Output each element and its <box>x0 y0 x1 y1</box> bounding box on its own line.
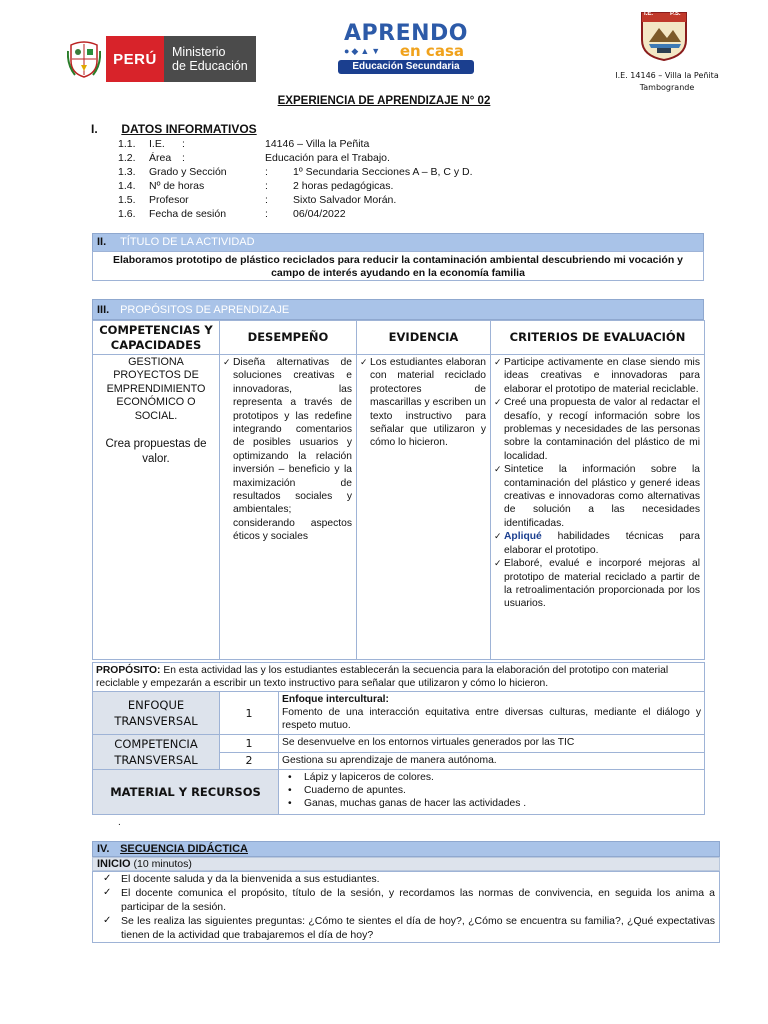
material-label: MATERIAL Y RECURSOS <box>93 770 279 815</box>
inicio-list <box>92 871 720 943</box>
competencia-t-number: 1 <box>220 735 279 753</box>
list-item: ✓ Se les realiza las siguientes preguntas: ¿Cómo te sientes el día de hoy?, ¿Cómo se encuentra su familia?, ¿Qué expectativas tienen de la actividad que trabajaremos el día de hoy? <box>97 914 715 942</box>
school-caption <box>592 70 742 94</box>
table-row <box>93 735 705 753</box>
info-label: Área <box>149 152 172 164</box>
section-3-heading <box>92 299 704 320</box>
inicio-time: (10 minutos) <box>130 858 192 870</box>
info-value: 2 horas pedagógicas. <box>293 180 394 192</box>
info-colon: : <box>265 180 268 192</box>
info-value: Sixto Salvador Morán. <box>293 194 397 206</box>
list-item: ✓ El docente comunica el propósito, título de la sesión, y recordamos las normas de convivencia, en seguida los anima a participar de la sesión. <box>97 886 715 914</box>
purpose-details-table <box>92 662 705 815</box>
section-1-heading <box>91 122 257 136</box>
list-item: ✓ El docente saluda y da la bienvenida a sus estudiantes. <box>97 872 715 886</box>
info-label: I.E. <box>149 138 165 150</box>
info-number: 1.3. <box>118 166 136 178</box>
info-colon: : <box>182 152 185 164</box>
section-1-title: DATOS INFORMATIVOS <box>121 122 257 136</box>
info-value: 1º Secundaria Secciones A – B, C y D. <box>293 166 473 178</box>
criterio-lead: Apliqué <box>504 531 542 543</box>
table-header-row <box>93 321 705 355</box>
info-number: 1.1. <box>118 138 136 150</box>
peru-label: PERÚ <box>106 36 164 82</box>
aprendo-title: APRENDO <box>344 21 468 46</box>
inicio-bar <box>92 857 720 871</box>
criterio-item <box>494 396 700 463</box>
info-number: 1.5. <box>118 194 136 206</box>
enfoque-title: Enfoque intercultural: <box>282 694 389 705</box>
competencia-transversal-label: COMPETENCIA TRANSVERSAL <box>93 735 220 770</box>
column-header-competencias: COMPETENCIAS Y CAPACIDADES <box>93 321 220 355</box>
purposes-table <box>92 320 705 660</box>
criterio-text: Sintetice la información sobre la contaminación del plástico y generé ideas creativas e innovadoras como alternativas de solución a las necesidades identificadas. <box>504 464 700 529</box>
info-number: 1.2. <box>118 152 136 164</box>
section-3-title: PROPÓSITOS DE APRENDIZAJE <box>120 304 290 316</box>
info-colon: : <box>182 138 185 150</box>
stray-dot: . <box>118 817 121 828</box>
competencia-t-text: Se desenvuelve en los entornos virtuales generados por las TIC <box>279 735 705 753</box>
school-caption-line-2: Tambogrande <box>639 83 695 92</box>
ministry-line-1: Ministerio <box>172 45 226 59</box>
section-4-title: SECUENCIA DIDÁCTICA <box>120 843 248 855</box>
criterio-item <box>494 557 700 611</box>
ministry-line-2: de Educación <box>172 59 248 73</box>
document-title: EXPERIENCIA DE APRENDIZAJE N° 02 <box>277 95 491 107</box>
info-label: Fecha de sesión <box>149 208 227 220</box>
material-item: • Cuaderno de apuntes. <box>288 784 701 797</box>
info-colon: : <box>265 194 268 206</box>
info-number: 1.4. <box>118 180 136 192</box>
section-2-heading <box>92 233 704 252</box>
aprendo-subtitle: en casa <box>399 42 464 60</box>
section-4-number: IV. <box>97 843 110 855</box>
peru-coat-of-arms-icon <box>62 36 106 82</box>
school-caption-line-1: I.E. 14146 – Villa la Peñita <box>615 71 719 80</box>
section-2-number: II. <box>97 236 107 248</box>
minedu-logo <box>62 36 256 82</box>
criterio-text: habilidades técnicas para elaborar el prototipo. <box>504 531 700 556</box>
column-header-criterios: CRITERIOS DE EVALUACIÓN <box>491 321 705 355</box>
section-2-title: TÍTULO DE LA ACTIVIDAD <box>120 236 255 248</box>
table-row <box>93 663 705 692</box>
proposito-text: En esta actividad las y los estudiantes establecerán la secuencia para la elaboración del prototipo con material reciclable y empezarán a escribir un texto instructivo para señalar que utilizaron y cómo lo hicieron. <box>96 665 669 689</box>
material-cell <box>279 770 705 815</box>
section-4-heading <box>92 841 720 857</box>
school-crest-icon <box>639 10 689 62</box>
enfoque-number: 1 <box>220 692 279 735</box>
section-3-number: III. <box>97 304 110 316</box>
info-value: 14146 – Villa la Peñita <box>265 138 370 150</box>
desempeno-cell <box>220 355 357 660</box>
enfoque-cell <box>279 692 705 735</box>
crest-label-ps: P.S. <box>670 11 681 17</box>
inicio-label: INICIO <box>97 858 131 870</box>
criterio-item <box>494 356 700 396</box>
criterio-text: Creé una propuesta de valor al redactar el desafío, y recogí información sobre los problemas y necesidades de las personas sobre la contaminación del plástico de mi localidad. <box>504 397 700 462</box>
table-row <box>93 692 705 735</box>
enfoque-text: Fomento de una interacción equitativa entre diversas culturas, mediante el diálogo y respeto mutuo. <box>282 707 702 731</box>
info-number: 1.6. <box>118 208 136 220</box>
criterio-text: Elaboré, evalué e incorporé mejoras al prototipo de material reciclado a partir de la retroalimentación proporcionada por los usuarios. <box>504 558 700 610</box>
ministry-name <box>164 36 256 82</box>
aprendo-level-bar: Educación Secundaria <box>338 60 474 74</box>
activity-title: Elaboramos prototipo de plástico reciclados para reducir la contaminación ambiental descubriendo mi vocación y campo de interés ayudando en la economía familia <box>92 251 704 281</box>
table-row <box>93 355 705 660</box>
info-label: Profesor <box>149 194 189 206</box>
criterio-item <box>494 463 700 530</box>
info-colon: : <box>265 208 268 220</box>
evidencia-text: ✓ Los estudiantes elaboran con material reciclado protectores de mascarillas y escriben un texto instructivo para señalar que utilizaron y cómo lo hicieron. <box>360 356 486 450</box>
aprendo-en-casa-logo <box>338 21 474 76</box>
info-value: 06/04/2022 <box>293 208 346 220</box>
material-item: • Ganas, muchas ganas de hacer las actividades . <box>288 797 701 810</box>
table-row <box>93 770 705 815</box>
aprendo-decorative-icons: ●◆▲▼ <box>344 46 383 56</box>
proposito-cell <box>93 663 705 692</box>
competencia-t-text: Gestiona su aprendizaje de manera autónoma. <box>279 752 705 770</box>
material-item: • Lápiz y lapiceros de colores. <box>288 771 701 784</box>
info-label: Nº de horas <box>149 180 205 192</box>
desempeno-text: ✓ Diseña alternativas de soluciones creativas e innovadoras, las representa a través de prototipos y las redefine integrando comentarios de posibles usuarios y optimizando la relación inversión – beneficio y la maximización de resultados sociales y ambientales; considerando aspectos éticos y sociales <box>223 356 352 544</box>
crest-label-ie: I.E. <box>644 11 654 17</box>
info-colon: : <box>265 166 268 178</box>
evidencia-cell <box>357 355 491 660</box>
criterio-text: Participe activamente en clase siendo mis ideas creativas e innovadoras para elaborar el prototipo de material reciclable. <box>504 357 700 395</box>
section-1-number: I. <box>91 122 98 136</box>
capacidad-text: Crea propuestas de valor. <box>105 438 207 466</box>
info-value: Educación para el Trabajo. <box>265 152 390 164</box>
criterio-item <box>494 530 700 557</box>
competencia-text: GESTIONA PROYECTOS DE EMPRENDIMIENTO ECONÓMICO O SOCIAL. <box>106 356 206 422</box>
competencia-t-number: 2 <box>220 752 279 770</box>
info-label: Grado y Sección <box>149 166 227 178</box>
criterios-cell <box>491 355 705 660</box>
column-header-desempeno: DESEMPEÑO <box>220 321 357 355</box>
column-header-evidencia: EVIDENCIA <box>357 321 491 355</box>
enfoque-label: ENFOQUE TRANSVERSAL <box>93 692 220 735</box>
proposito-label: PROPÓSITO: <box>96 665 161 676</box>
competencia-cell <box>93 355 220 660</box>
